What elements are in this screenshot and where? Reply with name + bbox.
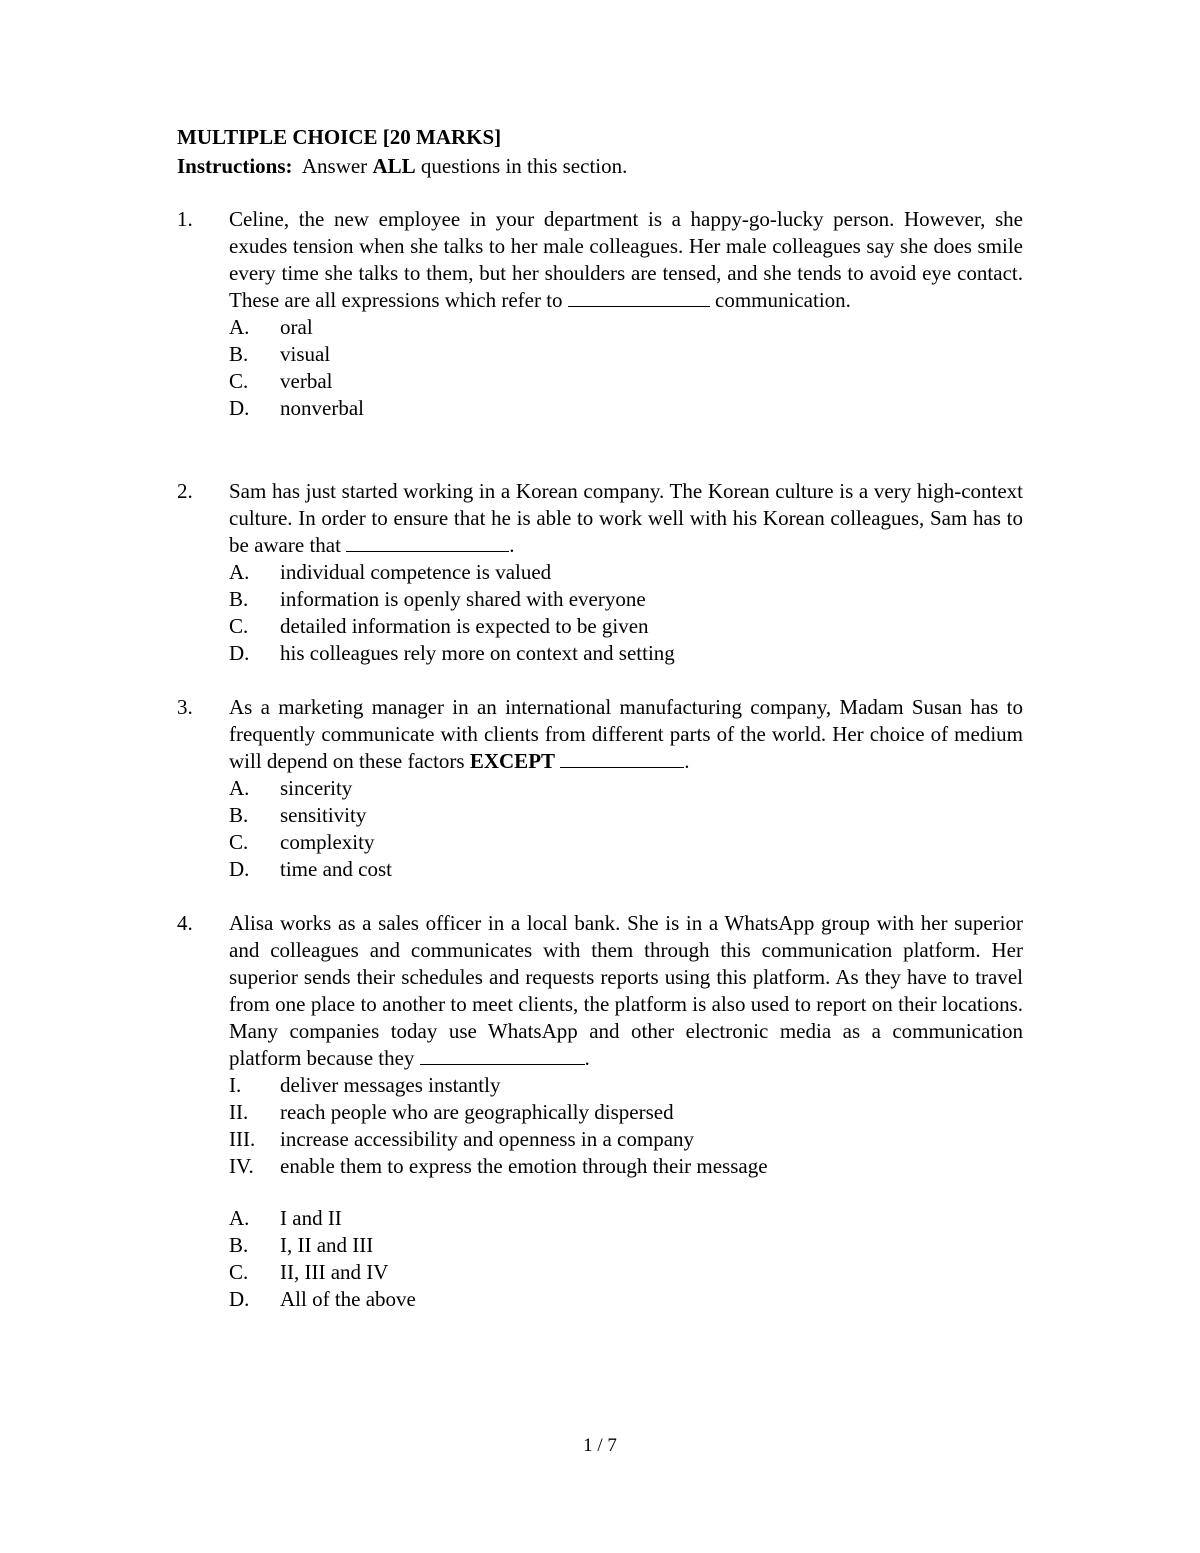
question-stem: Sam has just started working in a Korean company. The Korean culture is a very high-context culture. In order to ensure that he is able to work well with his Korean colleagues, Sam has to be aware that xyxy=(229,479,1023,557)
question-number: 4. xyxy=(177,911,193,935)
option-b xyxy=(229,586,1023,613)
option-c xyxy=(229,613,1023,640)
option-letter: C. xyxy=(229,614,249,638)
question-stem: As a marketing manager in an international manufacturing company, Madam Susan has to frequently communicate with clients from different parts of the world. Her choice of medium will depend on these factors xyxy=(229,695,1023,773)
question-3 xyxy=(177,694,1023,883)
option-text: All of the above xyxy=(280,1287,416,1311)
statement-text: increase accessibility and openness in a company xyxy=(280,1127,695,1151)
option-letter: D. xyxy=(229,1287,250,1311)
question-stem: Celine, the new employee in your department is a happy-go-lucky person. However, she exudes tension when she talks to her male colleagues. Her male colleagues say she does smile every time she talks to them, but her shoulders are tensed, and she tends to avoid eye contact. These are all expressions which refer to xyxy=(229,207,1023,312)
question-stem-end: communication. xyxy=(715,288,851,312)
question-number: 2. xyxy=(177,479,193,503)
question-stem-end: . xyxy=(509,533,515,557)
question-stem-end: . xyxy=(684,749,690,773)
instructions-emphasis: ALL xyxy=(372,154,416,178)
question-2 xyxy=(177,478,1023,667)
option-letter: B. xyxy=(229,1233,249,1257)
instructions-text-after: questions in this section. xyxy=(420,154,628,178)
instructions-line xyxy=(177,153,627,180)
option-letter: D. xyxy=(229,396,250,420)
question-1 xyxy=(177,206,1023,422)
option-b xyxy=(229,1232,1023,1259)
option-a xyxy=(229,1205,1023,1232)
option-d xyxy=(229,1286,1023,1313)
option-d xyxy=(229,640,1023,667)
statement-iii xyxy=(229,1126,1023,1153)
option-a xyxy=(229,314,1023,341)
option-letter: C. xyxy=(229,369,249,393)
statement-text: reach people who are geographically dispersed xyxy=(280,1100,674,1124)
option-letter: A. xyxy=(229,1206,250,1230)
option-letter: A. xyxy=(229,560,250,584)
option-text: I and II xyxy=(280,1206,342,1230)
option-text: nonverbal xyxy=(280,396,364,420)
option-text: detailed information is expected to be given xyxy=(280,614,649,638)
statement-numeral: II. xyxy=(229,1100,249,1124)
option-letter: C. xyxy=(229,830,249,854)
question-emphasis: EXCEPT xyxy=(469,749,556,773)
statement-numeral: IV. xyxy=(229,1154,254,1178)
option-text: oral xyxy=(280,315,313,339)
option-text: sincerity xyxy=(280,776,353,800)
option-text: his colleagues rely more on context and setting xyxy=(280,641,675,665)
option-b xyxy=(229,341,1023,368)
answer-blank xyxy=(560,748,684,768)
question-text xyxy=(229,694,1023,775)
option-text: sensitivity xyxy=(280,803,367,827)
option-c xyxy=(229,1259,1023,1286)
option-letter: B. xyxy=(229,587,249,611)
option-d xyxy=(229,395,1023,422)
option-c xyxy=(229,829,1023,856)
statement-iv xyxy=(229,1153,1023,1180)
page-number: 1 / 7 xyxy=(583,1435,617,1456)
question-4 xyxy=(177,910,1023,1313)
statement-numeral: III. xyxy=(229,1127,256,1151)
option-text: I, II and III xyxy=(280,1233,374,1257)
section-heading: MULTIPLE CHOICE [20 MARKS] xyxy=(177,125,502,149)
option-a xyxy=(229,775,1023,802)
question-stem-end: . xyxy=(584,1046,590,1070)
option-c xyxy=(229,368,1023,395)
option-letter: D. xyxy=(229,857,250,881)
option-text: II, III and IV xyxy=(280,1260,389,1284)
option-text: individual competence is valued xyxy=(280,560,552,584)
statement-i xyxy=(229,1072,1023,1099)
option-letter: C. xyxy=(229,1260,249,1284)
answer-blank xyxy=(568,287,710,307)
question-number: 1. xyxy=(177,207,193,231)
spacer xyxy=(177,1180,1023,1205)
statement-text: deliver messages instantly xyxy=(280,1073,501,1097)
question-text xyxy=(229,478,1023,559)
answer-blank xyxy=(420,1045,585,1065)
option-letter: B. xyxy=(229,803,249,827)
option-text: information is openly shared with everyone xyxy=(280,587,646,611)
statement-text: enable them to express the emotion through their message xyxy=(280,1154,768,1178)
option-text: verbal xyxy=(280,369,333,393)
question-text xyxy=(229,206,1023,314)
instructions-label: Instructions: xyxy=(177,154,293,178)
option-text: visual xyxy=(280,342,331,366)
statement-ii xyxy=(229,1099,1023,1126)
option-text: time and cost xyxy=(280,857,392,881)
option-letter: A. xyxy=(229,776,250,800)
option-b xyxy=(229,802,1023,829)
option-letter: A. xyxy=(229,315,250,339)
question-text xyxy=(229,910,1023,1072)
option-letter: D. xyxy=(229,641,250,665)
question-number: 3. xyxy=(177,695,193,719)
option-letter: B. xyxy=(229,342,249,366)
option-text: complexity xyxy=(280,830,375,854)
option-a xyxy=(229,559,1023,586)
instructions-text-before: Answer xyxy=(301,154,368,178)
statement-numeral: I. xyxy=(229,1073,242,1097)
question-stem: Alisa works as a sales officer in a local bank. She is in a WhatsApp group with her superior and colleagues and communicates with them through this communication platform. Her superior sends their schedules and requests reports using this platform. As they have to travel from one place to another to meet clients, the platform is also used to report on their locations. Many companies today use WhatsApp and other electronic media as a communication platform because they xyxy=(229,911,1023,1070)
option-d xyxy=(229,856,1023,883)
answer-blank xyxy=(346,532,509,552)
